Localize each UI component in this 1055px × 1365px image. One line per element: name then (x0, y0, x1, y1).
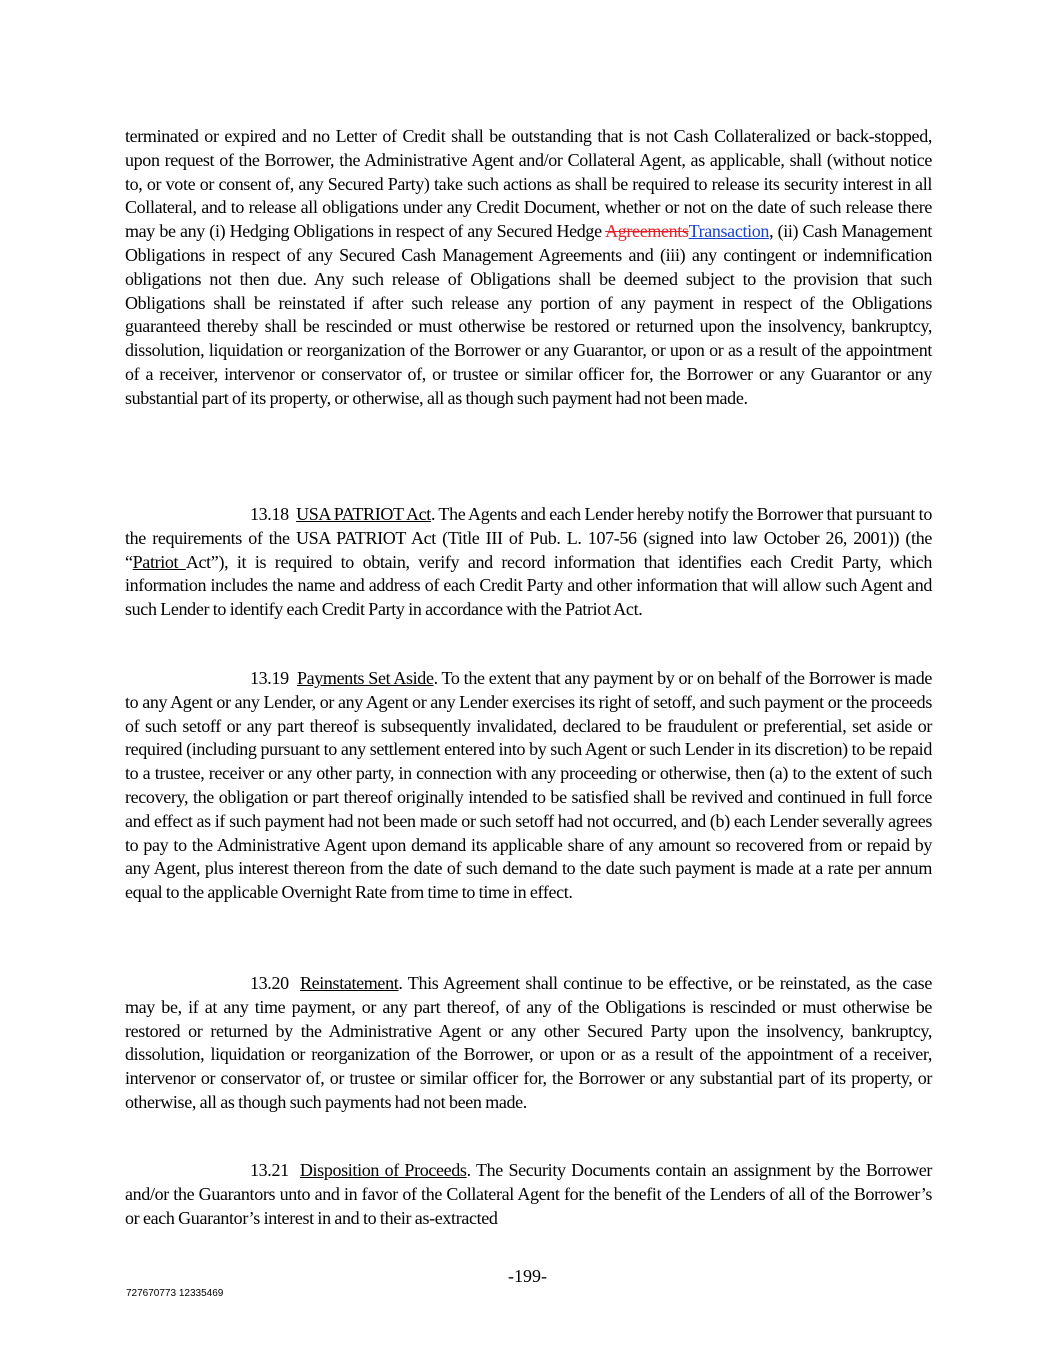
section-heading: Payments Set Aside (296, 668, 434, 688)
paragraph-release-of-collateral (125, 125, 932, 411)
section-heading: Disposition of Proceeds (299, 1160, 467, 1180)
section-13-20-reinstatement (125, 972, 932, 1115)
section-number: 13.21 (250, 1160, 289, 1180)
paragraph-text: , (ii) Cash Management Obligations in respect of any Secured Cash Management Agreements and (iii) any contingent or indemnification obligations not then due. Any such release of Obligations shall be deemed subject to the provision that such Obligations shall be reinstated if after such release any portion of any payment in respect of the Obligations guaranteed thereby shall be rescinded or must otherwise be restored or returned upon the insolvency, bankruptcy, dissolution, liquidation or reorganization of the Borrower or any Guarantor, or upon or as a result of the appointment of a receiver, intervenor or conservator of, or trustee or similar officer for, the Borrower or any Guarantor or any substantial part of its property, or otherwise, all as though such payment had not been made. (125, 221, 932, 408)
paragraph-text: . The Security Documents contain an assignment by the Borrower and/or the Guarantors unto and in favor of the Collateral Agent for the benefit of the Lenders of all of the Borrower’s or each Guarantor’s interest in and to their as-extracted (125, 1160, 932, 1228)
section-13-21-disposition-of-proceeds (125, 1159, 932, 1230)
paragraph-text: . This Agreement shall continue to be effective, or be reinstated, as the case may be, if at any time payment, or any part thereof, of any of the Obligations is rescinded or must otherwise be restored or returned by the Administrative Agent or any other Secured Party upon the insolvency, bankruptcy, dissolution, liquidation or reorganization of the Borrower, or upon or as a result of the appointment of a receiver, intervenor or conservator of, or trustee or similar officer for, the Borrower or any substantial part of its property, or otherwise, all as though such payments had not been made. (125, 973, 932, 1112)
defined-term: Patriot (132, 551, 186, 572)
document-id: 727670773 12335469 (126, 1288, 224, 1299)
deleted-revision-text: Agreements (605, 221, 689, 242)
section-number: 13.20 (250, 973, 289, 993)
section-number: 13.19 (250, 668, 289, 688)
page-number: -199- (508, 1266, 547, 1286)
section-heading: USA PATRIOT Act (296, 504, 431, 524)
paragraph-text: . The Agents and each Lender hereby notify the Borrower that pursuant to the requirements of the USA PATRIOT Act (Title III of Pub. L. 107-56 (signed into law October 26, 2001)) (the “ (125, 504, 932, 572)
inserted-revision-text: Transaction (688, 221, 770, 242)
paragraph-text: Act”), it is required to obtain, verify and record information that identifies each Credit Party, which information includes the name and address of each Credit Party and other information that will allow such Agent and such Lender to identify each Credit Party in accordance with the Patriot Act. (125, 551, 932, 620)
section-13-19-payments-set-aside (125, 667, 932, 905)
section-heading: Reinstatement (299, 973, 399, 993)
paragraph-text: terminated or expired and no Letter of Credit shall be outstanding that is not Cash Collateralized or back-stopped, upon request of the Borrower, the Administrative Agent and/or Collateral Agent, as applicable, shall (without notice to, or vote or consent of, any Secured Party) take such actions as shall be required to release its security interest in all Collateral, and to release all obligations under any Credit Document, whether or not on the date of such release there may be any (i) Hedging Obligations in respect of any Secured Hedge (125, 126, 932, 242)
paragraph-text: . To the extent that any payment by or on behalf of the Borrower is made to any Agent or any Lender, or any Agent or any Lender exercises its right of setoff, and such payment or the proceeds of such setoff or any part thereof is subsequently invalidated, declared to be fraudulent or preferential, set aside or required (including pursuant to any settlement entered into by such Agent or such Lender in its discretion) to be repaid to a trustee, receiver or any other party, in connection with any proceeding or otherwise, then (a) to the extent of such recovery, the obligation or part thereof originally intended to be satisfied shall be revived and continued in full force and effect as if such payment had not been made or such setoff had not occurred, and (b) each Lender severally agrees to pay to the Administrative Agent upon demand its applicable share of any amount so recovered from or repaid by any Agent, plus interest thereon from the date of such demand to the date such payment is made at a rate per annum equal to the applicable Overnight Rate from time to time in effect. (125, 668, 932, 903)
section-13-18-usa-patriot-act (125, 503, 932, 622)
section-number: 13.18 (250, 504, 289, 524)
